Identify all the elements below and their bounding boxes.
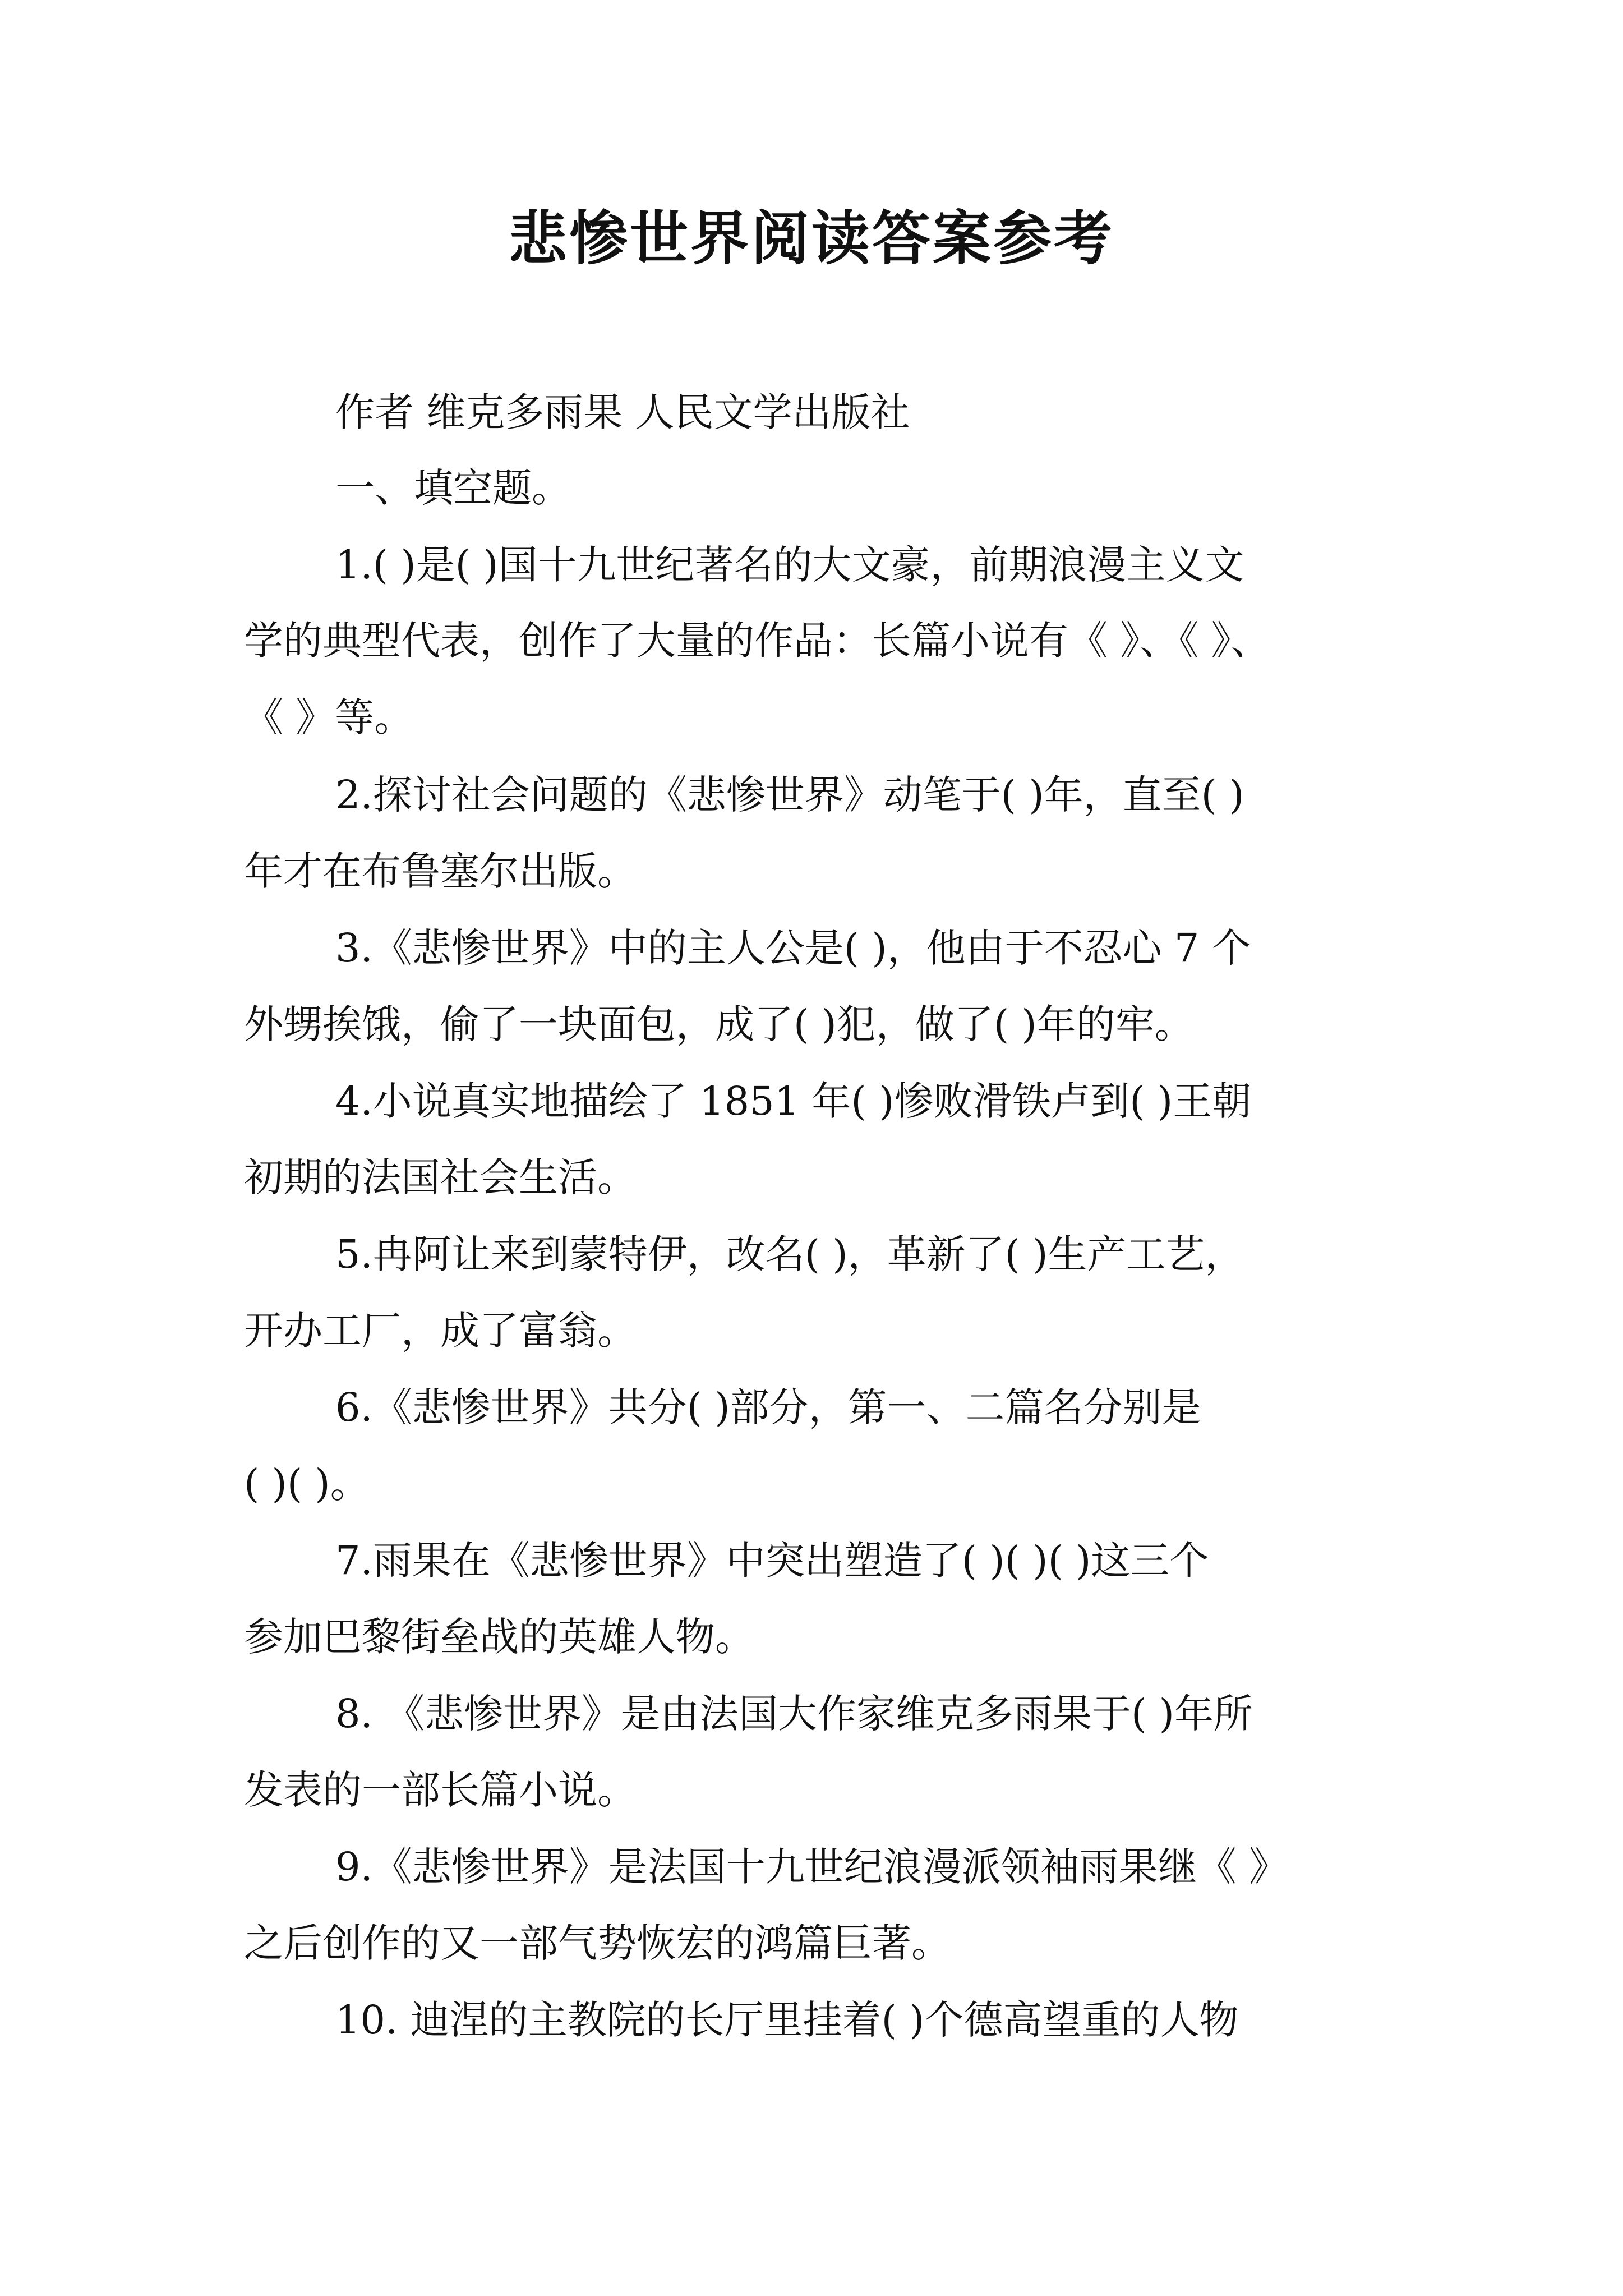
question-8-line-1: 8. 《悲惨世界》是由法国大作家维克多雨果于( )年所 [335,1691,1253,1737]
question-3-line-2: 外甥挨饿，偷了一块面包，成了( )犯，做了( )年的牢。 [244,1001,1194,1047]
question-4-line-1: 4.小说真实地描绘了 1851 年( )惨败滑铁卢到( )王朝 [335,1078,1252,1124]
question-9-line-2: 之后创作的又一部气势恢宏的鸿篇巨著。 [244,1920,951,1966]
author-line: 作者 维克多雨果 人民文学出版社 [335,389,910,435]
section-heading: 一、填空题。 [335,465,571,511]
question-5-line-2: 开办工厂，成了富翁。 [244,1308,637,1354]
question-9-line-1: 9.《悲惨世界》是法国十九世纪浪漫派领袖雨果继《 》 [335,1844,1289,1890]
question-1-line-2: 学的典型代表，创作了大量的作品：长篇小说有《 》、《 》、 [244,618,1270,664]
question-7-line-1: 7.雨果在《悲惨世界》中突出塑造了( )( )( )这三个 [335,1538,1209,1584]
question-10-line-1: 10. 迪涅的主教院的长厅里挂着( )个德高望重的人物 [335,1997,1239,2043]
question-1-line-1: 1.( )是( )国十九世纪著名的大文豪，前期浪漫主义文 [335,542,1244,588]
question-7-line-2: 参加巴黎街垒战的英雄人物。 [244,1614,754,1660]
question-6-line-2: ( )( )。 [244,1461,370,1507]
question-8-line-2: 发表的一部长篇小说。 [244,1767,637,1813]
question-1-line-3: 《 》等。 [244,694,414,740]
question-2-line-1: 2.探讨社会问题的《悲惨世界》动笔于( )年，直至( ) [335,772,1244,818]
question-3-line-1: 3.《悲惨世界》中的主人公是( )，他由于不忍心 7 个 [335,925,1251,971]
question-5-line-1: 5.冉阿让来到蒙特伊，改名( )，革新了( )生产工艺， [335,1231,1244,1277]
question-4-line-2: 初期的法国社会生活。 [244,1154,637,1200]
question-6-line-1: 6.《悲惨世界》共分( )部分，第一、二篇名分别是 [335,1384,1201,1430]
page-title: 悲惨世界阅读答案参考 [508,204,1114,273]
question-2-line-2: 年才在布鲁塞尔出版。 [244,848,637,894]
